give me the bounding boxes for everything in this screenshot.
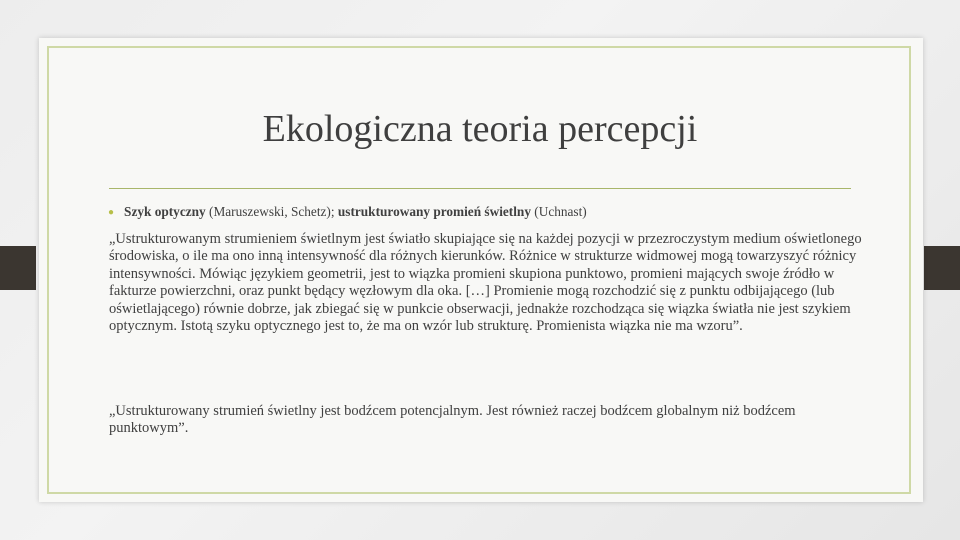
quote-paragraph-1: „Ustrukturowanym strumieniem świetlnym jest światło skupiające się na każdej pozycji w przezroczystym medium oświetlonego środowiska, o ile ma ono inną intensywność dla różnych kierunków. Różnice w strukturze widmowej mogą towarzyszyć różnicy intensywności. Mówiąc językiem geometrii, jest to wiązka promieni skupiona punktowo, promieni mających swoje źródło w fakturze powierzchni, oraz punkt będący węzłowym dla oka. […] Promienie mogą rozchodzić się z punktu odbijającego (lub oświetlającego) równie dobrze, jak zbiegać się w punkcie obserwacji, jednakże rozchodząca się wiązka światła nie jest szykiem optycznym. Istotą szyku optycznego jest to, że ma on wzór lub strukturę. Promienista wiązka nie ma wzoru”.	[109, 231, 862, 335]
slide-title: Ekologiczna teoria percepcji	[262, 108, 698, 150]
bullet-dot-icon: ●	[108, 207, 115, 218]
right-decorative-bar	[924, 246, 960, 290]
bullet-term-2: ustrukturowany promień świetlny	[337, 204, 531, 219]
quote-paragraph-2: „Ustrukturowany strumień świetlny jest bodźcem potencjalnym. Jest również raczej bodźcem globalnym niż bodźcem punktowym”.	[109, 403, 796, 437]
bullet-source-2: (Uchnast)	[530, 204, 587, 219]
title-divider	[109, 188, 851, 189]
bullet-item	[108, 204, 587, 220]
bullet-source-1: (Maruszewski, Schetz);	[205, 204, 338, 219]
bullet-term-1: Szyk optyczny	[124, 204, 206, 219]
left-decorative-bar	[0, 246, 36, 290]
